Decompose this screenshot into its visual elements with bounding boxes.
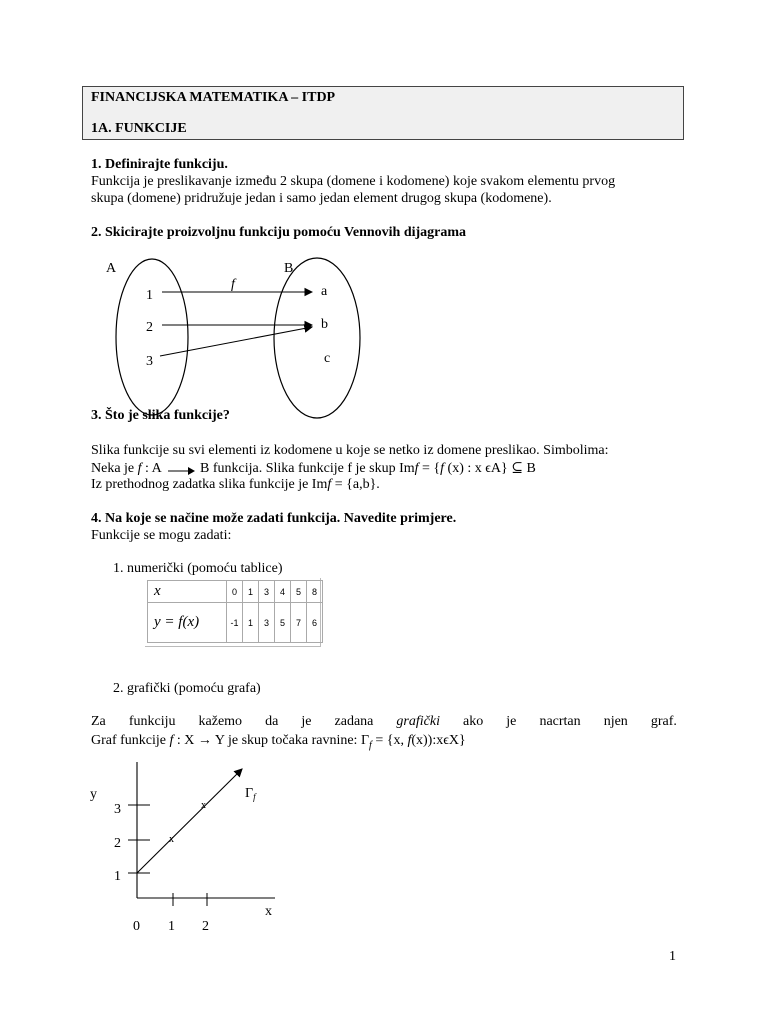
x-tick-label-0: 0 bbox=[133, 919, 140, 934]
word: njen bbox=[603, 714, 628, 729]
word: zadana bbox=[334, 714, 374, 729]
table-label-x: x bbox=[148, 581, 227, 603]
q4-f: f bbox=[169, 733, 174, 748]
word: kažemo bbox=[198, 714, 243, 729]
word-italic: grafički bbox=[396, 714, 440, 729]
q4-sub: f bbox=[369, 739, 372, 751]
q3-line2 bbox=[91, 460, 536, 477]
table-cell: 0 bbox=[227, 581, 243, 603]
q4-text: Graf funkcije bbox=[91, 733, 170, 748]
q3-line1: Slika funkcije su svi elementi iz kodomene u koje se netko iz domene preslikao. Simbolima: bbox=[91, 443, 609, 458]
q4-text: : X → Y je skup točaka ravnine: Γ bbox=[173, 733, 370, 748]
set-b-label: B bbox=[284, 261, 294, 276]
table-cell: 7 bbox=[291, 603, 307, 643]
table-row-y bbox=[148, 603, 323, 643]
table-cell: 3 bbox=[259, 603, 275, 643]
q3-text: : A bbox=[141, 461, 162, 476]
word: da bbox=[265, 714, 279, 729]
table-cell: 1 bbox=[243, 603, 259, 643]
q3-text: Iz prethodnog zadatka slika funkcije je Im bbox=[91, 477, 328, 492]
q4-item1: 1. numerički (pomoću tablice) bbox=[113, 561, 283, 576]
word: je bbox=[506, 714, 517, 729]
q3-text: B funkcija. Slika funkcije f je skup Im bbox=[200, 461, 415, 476]
q4-para2 bbox=[91, 733, 466, 751]
word: je bbox=[301, 714, 312, 729]
q4-text: (x)):xϵX} bbox=[411, 733, 466, 748]
table-row-x bbox=[148, 581, 323, 603]
document-subtitle: 1A. FUNKCIJE bbox=[91, 121, 187, 136]
q3-text: (x) : x ϵA} ⊆ B bbox=[444, 461, 536, 476]
x-tick-label-1: 1 bbox=[168, 919, 175, 934]
codomain-item-a: a bbox=[321, 284, 328, 299]
q3-line3 bbox=[91, 477, 380, 493]
word: nacrtan bbox=[539, 714, 581, 729]
q4-intro: Funkcije se mogu zadati: bbox=[91, 528, 232, 543]
q2-heading: 2. Skicirajte proizvoljnu funkciju pomoću Vennovih dijagrama bbox=[91, 225, 467, 240]
q3-text: Neka je bbox=[91, 461, 138, 476]
y-tick-label-1: 1 bbox=[114, 869, 121, 884]
gamma-label: $\Gamma_f$ bbox=[245, 786, 256, 802]
q3-heading: 3. Što je slika funkcije? bbox=[91, 408, 230, 423]
q3-f: f bbox=[414, 461, 419, 476]
arrow-f-label: f bbox=[231, 277, 235, 292]
table-cell: -1 bbox=[227, 603, 243, 643]
q3-f: f bbox=[137, 461, 142, 476]
word: graf. bbox=[650, 714, 677, 729]
domain-item-2: 2 bbox=[146, 320, 153, 335]
function-value-table bbox=[147, 580, 323, 643]
function-graph bbox=[80, 752, 310, 942]
q3-text: = { bbox=[418, 461, 441, 476]
table-cell: 4 bbox=[275, 581, 291, 603]
word: Za bbox=[91, 714, 106, 729]
q1-heading: 1. Definirajte funkciju. bbox=[91, 157, 228, 172]
set-a-ellipse bbox=[116, 259, 188, 415]
q4-item2: 2. grafički (pomoću grafa) bbox=[113, 681, 261, 696]
q4-f: f bbox=[407, 733, 412, 748]
codomain-item-c: c bbox=[324, 351, 331, 366]
q1-line1: Funkcija je preslikavanje između 2 skupa (domene i kodomene) koje svakom elementu prvog bbox=[91, 174, 616, 189]
table-cell: 1 bbox=[243, 581, 259, 603]
table-cell: 5 bbox=[275, 603, 291, 643]
set-b-ellipse bbox=[274, 258, 360, 418]
word: funkciju bbox=[128, 714, 176, 729]
q4-heading: 4. Na koje se načine može zadati funkcija. Navedite primjere. bbox=[91, 511, 457, 526]
x-tick-label-2: 2 bbox=[202, 919, 209, 934]
x-axis-label: x bbox=[265, 904, 272, 919]
domain-item-3: 3 bbox=[146, 354, 153, 369]
mapping-arrow-3-b bbox=[160, 327, 312, 356]
table-cell: 6 bbox=[307, 603, 323, 643]
y-tick-label-3: 3 bbox=[114, 802, 121, 817]
codomain-item-b: b bbox=[321, 317, 328, 332]
point-marker: x bbox=[201, 800, 206, 811]
domain-item-1: 1 bbox=[146, 288, 153, 303]
table-label-y: y = f(x) bbox=[148, 603, 227, 643]
q4-para1 bbox=[91, 714, 677, 730]
page-number: 1 bbox=[669, 949, 676, 964]
word: ako bbox=[463, 714, 484, 729]
function-line bbox=[137, 769, 242, 873]
q4-text: = {x, bbox=[371, 733, 408, 748]
q3-f: f bbox=[440, 461, 445, 476]
table-cell: 5 bbox=[291, 581, 307, 603]
q3-text: = {a,b}. bbox=[331, 477, 380, 492]
y-tick-label-2: 2 bbox=[114, 836, 121, 851]
arrow-icon bbox=[166, 463, 196, 475]
table-cell: 8 bbox=[307, 581, 323, 603]
venn-diagram bbox=[90, 250, 390, 425]
y-axis-label: y bbox=[90, 787, 97, 802]
set-a-label: A bbox=[106, 261, 117, 276]
q1-line2: skupa (domene) pridružuje jedan i samo jedan element drugog skupa (kodomene). bbox=[91, 191, 552, 206]
table-cell: 3 bbox=[259, 581, 275, 603]
point-marker: x bbox=[169, 834, 174, 845]
q3-f: f bbox=[327, 477, 332, 492]
document-title: FINANCIJSKA MATEMATIKA – ITDP bbox=[91, 90, 336, 105]
